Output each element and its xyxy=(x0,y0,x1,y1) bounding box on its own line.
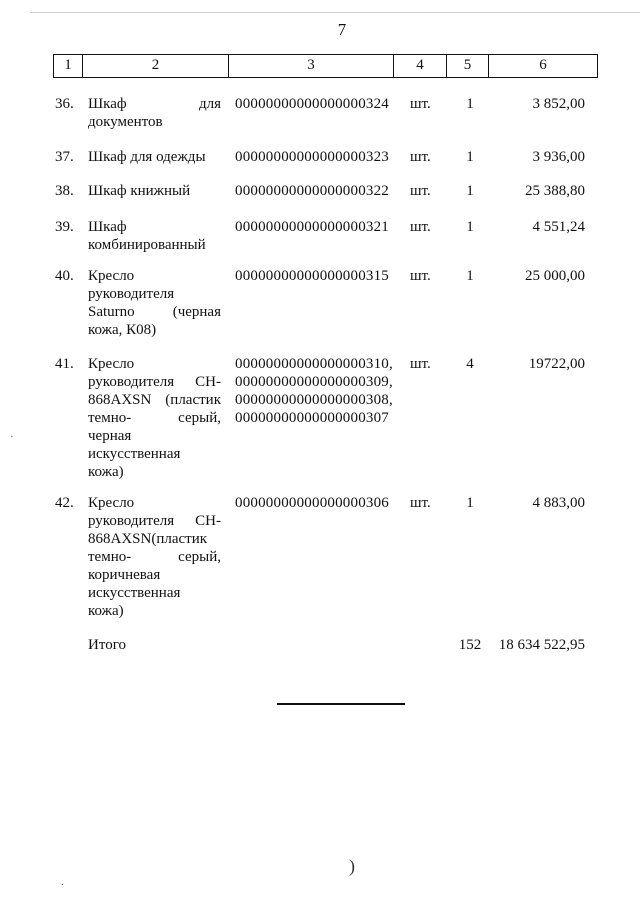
item-name-line: Шкаф для xyxy=(88,96,221,112)
item-name-line: документов xyxy=(88,114,163,130)
item-name-line: Шкаф книжный xyxy=(88,183,191,199)
item-name-line: кожа) xyxy=(88,464,124,480)
closing-rule xyxy=(277,703,405,705)
item-name-line: коричневая xyxy=(88,567,161,583)
quantity: 1 xyxy=(466,149,474,165)
row-number: 38. xyxy=(55,183,74,199)
item-name xyxy=(88,148,238,166)
item-name-line: Шкаф для одежды xyxy=(88,149,206,165)
quantity: 1 xyxy=(466,183,474,199)
item-name-line: Шкаф xyxy=(88,219,127,235)
item-name-line: черная xyxy=(88,428,132,444)
scan-mark: ) xyxy=(349,856,355,876)
header-col-3: 3 xyxy=(228,54,394,78)
inventory-code: 00000000000000000315 xyxy=(235,268,389,284)
row-number: 40. xyxy=(55,268,74,284)
header-col-6: 6 xyxy=(488,54,598,78)
row-number: 36. xyxy=(55,96,74,112)
header-col-5: 5 xyxy=(446,54,489,78)
amount: 3 852,00 xyxy=(532,96,585,112)
item-name-line: искусственная xyxy=(88,446,181,462)
header-col-1: 1 xyxy=(53,54,83,78)
item-name-line: комбинированный xyxy=(88,237,206,253)
inventory-code: 00000000000000000321 xyxy=(235,219,389,235)
inventory-code: 00000000000000000307 xyxy=(235,410,389,426)
amount: 25 000,00 xyxy=(525,268,585,284)
item-name-line: Кресло xyxy=(88,268,135,284)
item-name-line: Saturno (черная xyxy=(88,304,221,320)
amount: 4 883,00 xyxy=(532,495,585,511)
inventory-codes xyxy=(235,355,395,427)
item-name-line: кожа) xyxy=(88,603,124,619)
inventory-code: 00000000000000000324 xyxy=(235,96,389,112)
inventory-code: 00000000000000000309, xyxy=(235,374,393,390)
row-number: 39. xyxy=(55,219,74,235)
item-name xyxy=(88,267,221,339)
unit: шт. xyxy=(410,96,431,112)
unit: шт. xyxy=(410,183,431,199)
inventory-code: 00000000000000000322 xyxy=(235,183,389,199)
unit: шт. xyxy=(410,149,431,165)
row-number: 37. xyxy=(55,149,74,165)
item-name xyxy=(88,218,221,254)
item-name-line: руководителя xyxy=(88,286,175,302)
scan-speck: · xyxy=(10,431,14,443)
table-header xyxy=(53,54,598,78)
page-number: 7 xyxy=(337,20,347,39)
item-name-line: Кресло xyxy=(88,495,135,511)
item-name-line: руководителя CH- xyxy=(88,374,221,390)
inventory-code: 00000000000000000308, xyxy=(235,392,393,408)
amount: 4 551,24 xyxy=(532,219,585,235)
unit: шт. xyxy=(410,268,431,284)
item-name xyxy=(88,95,221,131)
scan-speck: . xyxy=(61,876,64,888)
inventory-code: 00000000000000000323 xyxy=(235,149,389,165)
item-name xyxy=(88,494,221,620)
amount: 25 388,80 xyxy=(525,183,585,199)
item-name-line: кожа, К08) xyxy=(88,322,157,338)
item-name xyxy=(88,182,221,200)
quantity: 1 xyxy=(466,96,474,112)
quantity: 4 xyxy=(466,356,474,372)
unit: шт. xyxy=(410,219,431,235)
inventory-code: 00000000000000000310, xyxy=(235,356,393,372)
inventory-code: 00000000000000000306 xyxy=(235,495,389,511)
row-number: 41. xyxy=(55,356,74,372)
item-name-line: Кресло xyxy=(88,356,135,372)
quantity: 1 xyxy=(466,219,474,235)
total-amount: 18 634 522,95 xyxy=(498,637,585,653)
quantity: 1 xyxy=(466,495,474,511)
header-col-4: 4 xyxy=(393,54,447,78)
quantity: 1 xyxy=(466,268,474,284)
amount: 3 936,00 xyxy=(532,149,585,165)
top-edge-line xyxy=(30,12,640,13)
total-label: Итого xyxy=(88,637,126,653)
header-col-2: 2 xyxy=(82,54,229,78)
item-name-line: 868AXSN(пластик xyxy=(88,531,208,547)
unit: шт. xyxy=(410,356,431,372)
item-name-line: темно- серый, xyxy=(88,410,221,426)
unit: шт. xyxy=(410,495,431,511)
amount: 19722,00 xyxy=(528,356,585,372)
item-name-line: искусственная xyxy=(88,585,181,601)
item-name xyxy=(88,355,221,481)
total-quantity: 152 xyxy=(458,637,482,653)
row-number: 42. xyxy=(55,495,74,511)
item-name-line: темно- серый, xyxy=(88,549,221,565)
item-name-line: руководителя CH- xyxy=(88,513,221,529)
item-name-line: 868AXSN (пластик xyxy=(88,392,221,408)
